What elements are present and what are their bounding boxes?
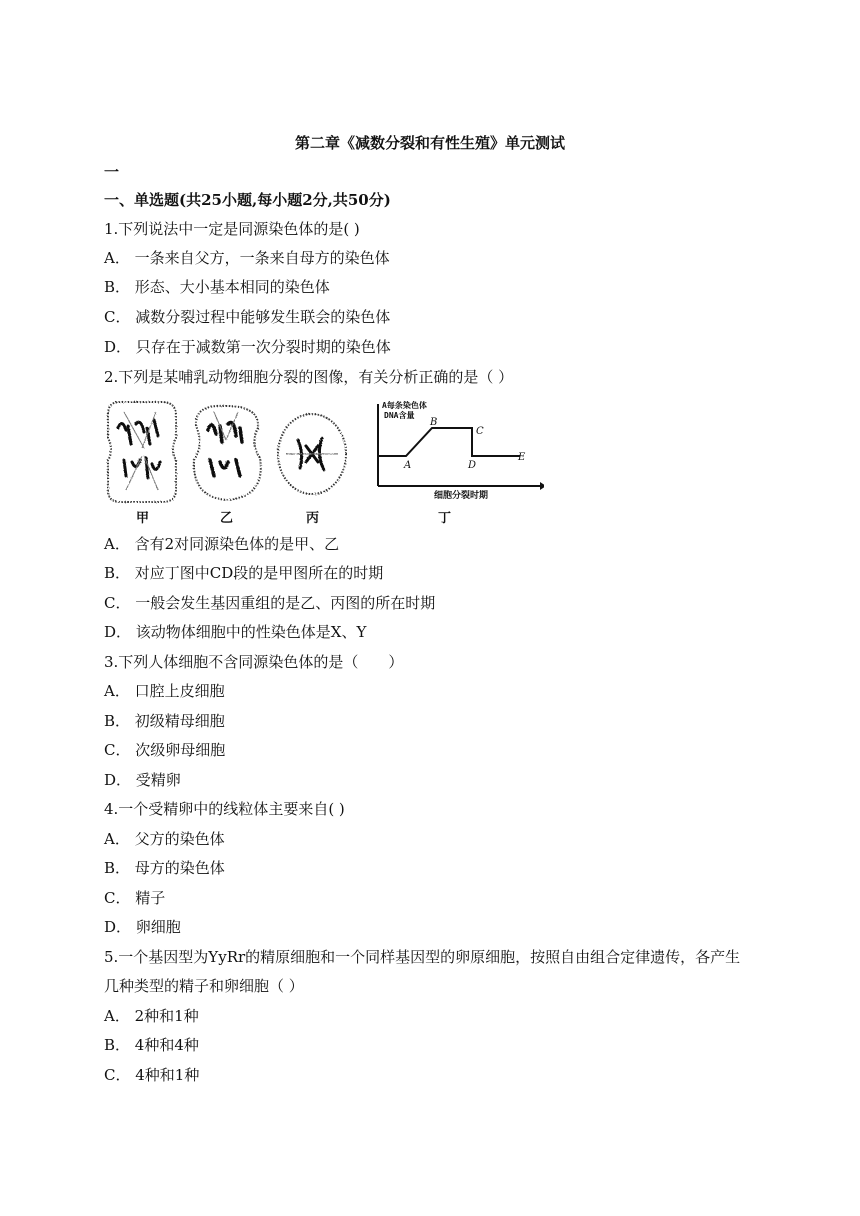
question-5-stem: 5.一个基因型为YyRr的精原细胞和一个同样基因型的卵原细胞，按照自由组合定律遗传，各产生 xyxy=(104,948,741,966)
question-2-option-b: B． 对应丁图中CD段的是甲图所在的时期 xyxy=(104,564,384,582)
graph-point-a: A xyxy=(404,460,412,471)
graph-ylabel-2: DNA含量 xyxy=(384,411,415,420)
label-bing: 丙 xyxy=(306,511,320,526)
question-4-stem: 4.一个受精卵中的线粒体主要来自( ) xyxy=(104,800,345,818)
cell-division-figure xyxy=(104,398,544,530)
label-ding: 丁 xyxy=(438,511,452,526)
cell-division-figure-svg xyxy=(104,398,544,530)
question-1-option-b: B． 形态、大小基本相同的染色体 xyxy=(104,278,330,296)
question-5-option-b: B． 4种和4种 xyxy=(104,1036,199,1054)
graph-ding xyxy=(378,400,544,501)
section-heading: 一、单选题(共25小题,每小题2分,共50分) xyxy=(104,191,391,209)
question-3-option-d: D． 受精卵 xyxy=(104,771,181,789)
question-4-option-c: C． 精子 xyxy=(104,889,166,907)
question-5-stem-continued: 几种类型的精子和卵细胞（ ） xyxy=(104,977,304,995)
graph-point-b: B xyxy=(430,417,438,428)
question-2-stem: 2.下列是某哺乳动物细胞分裂的图像，有关分析正确的是（ ） xyxy=(104,368,514,386)
cell-jia xyxy=(108,402,176,502)
question-3-stem: 3.下列人体细胞不含同源染色体的是（ ） xyxy=(104,653,404,671)
question-1-option-c: C． 减数分裂过程中能够发生联会的染色体 xyxy=(104,308,391,326)
question-2-option-c: C． 一般会发生基因重组的是乙、丙图的所在时期 xyxy=(104,594,436,612)
graph-ylabel-1: A每条染色体 xyxy=(382,401,427,410)
cell-bing xyxy=(278,414,346,494)
question-3-option-c: C． 次级卵母细胞 xyxy=(104,741,226,759)
label-jia: 甲 xyxy=(136,511,150,526)
question-3-option-b: B． 初级精母细胞 xyxy=(104,712,225,730)
question-1-option-a: A． 一条来自父方，一条来自母方的染色体 xyxy=(104,249,390,267)
graph-point-e: E xyxy=(518,452,526,463)
document-title: 第二章《减数分裂和有性生殖》单元测试 xyxy=(294,134,565,152)
question-3-option-a: A． 口腔上皮细胞 xyxy=(104,682,225,700)
section-number: 一 xyxy=(104,163,120,181)
label-yi: 乙 xyxy=(220,511,234,526)
graph-point-d: D xyxy=(468,460,477,471)
question-4-option-b: B． 母方的染色体 xyxy=(104,859,225,877)
question-4-option-d: D． 卵细胞 xyxy=(104,918,181,936)
graph-xlabel: 细胞分裂时期 xyxy=(434,491,489,501)
question-1-option-d: D． 只存在于减数第一次分裂时期的染色体 xyxy=(104,338,391,356)
cell-yi xyxy=(194,406,261,500)
question-2-option-a: A． 含有2对同源染色体的是甲、乙 xyxy=(104,535,340,553)
graph-point-c: C xyxy=(476,426,484,437)
question-5-option-a: A． 2种和1种 xyxy=(104,1007,199,1025)
question-5-option-c: C． 4种和1种 xyxy=(104,1066,200,1084)
question-4-option-a: A． 父方的染色体 xyxy=(104,830,225,848)
question-2-option-d: D． 该动物体细胞中的性染色体是X、Y xyxy=(104,623,367,641)
question-1-stem: 1.下列说法中一定是同源染色体的是( ) xyxy=(104,220,360,238)
